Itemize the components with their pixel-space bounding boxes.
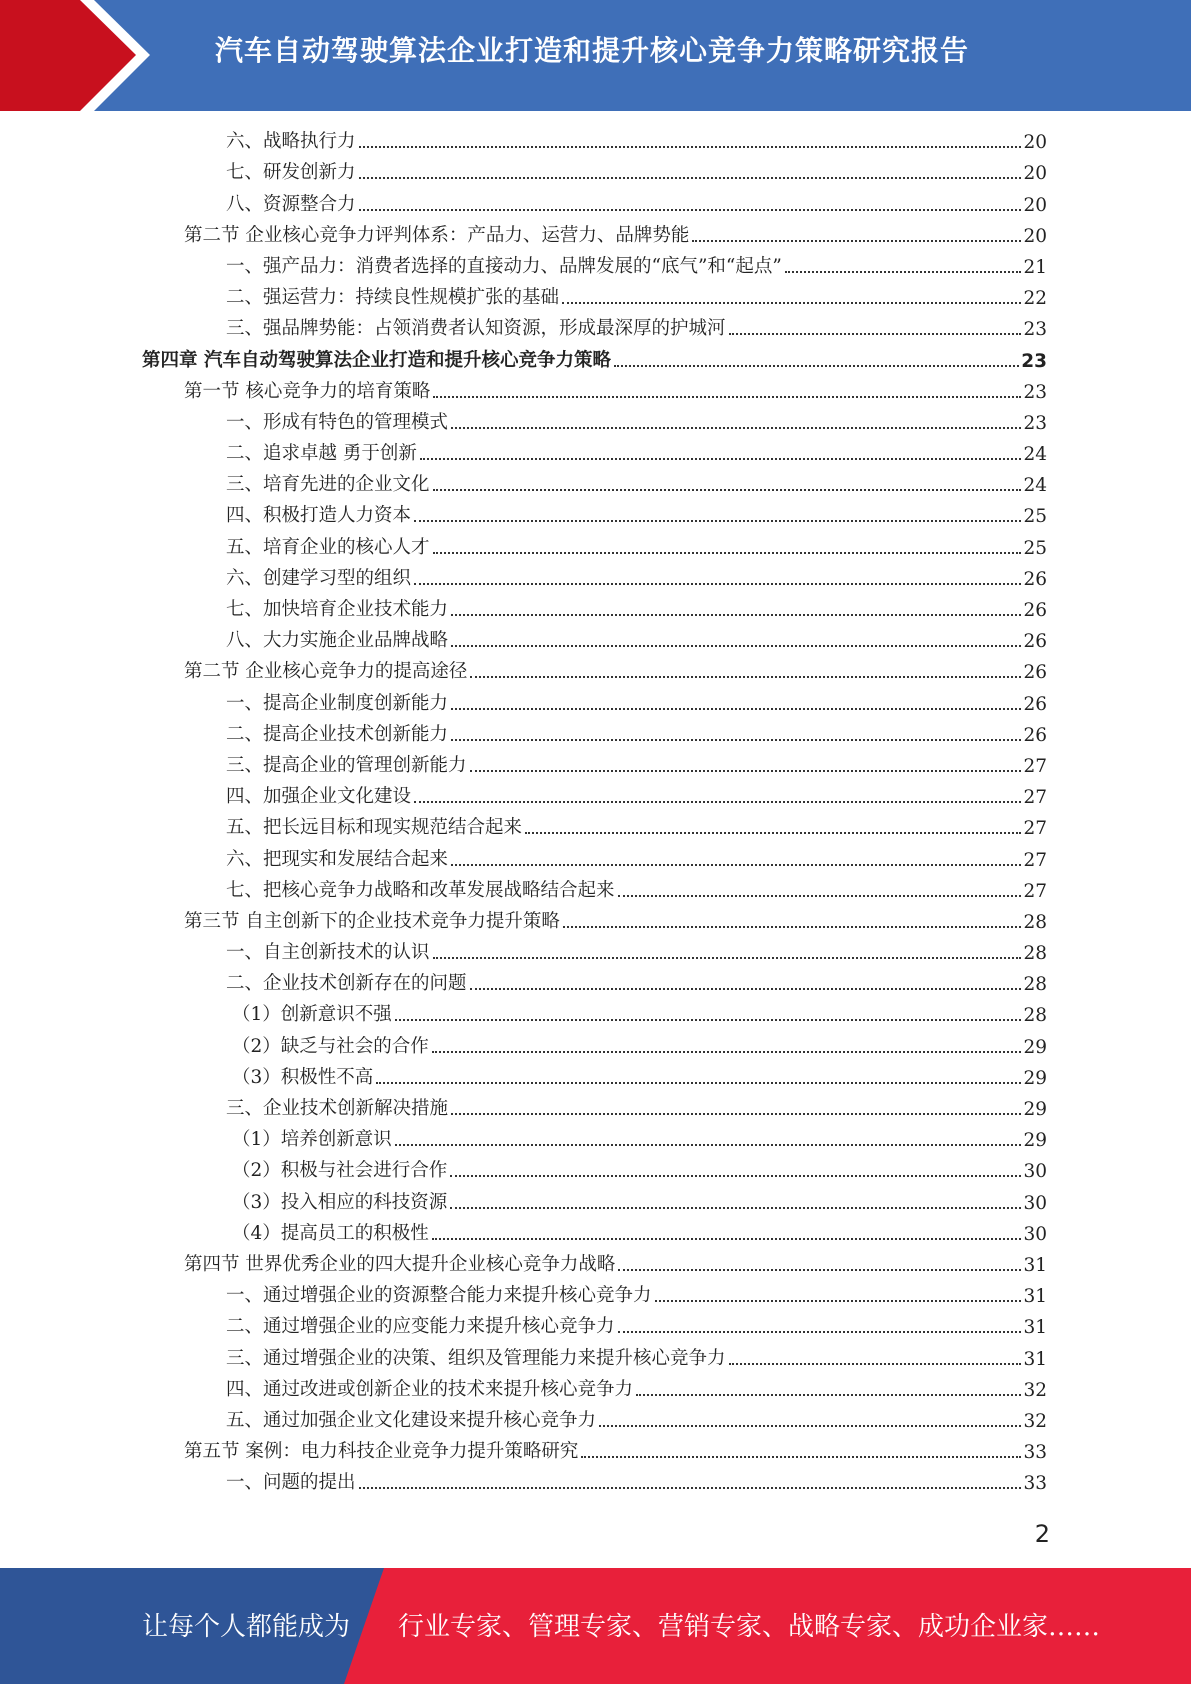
toc-dot-leader [450,1175,1021,1177]
toc-entry-page: 31 [1023,1348,1047,1370]
toc-dot-leader [525,832,1021,834]
toc-dot-leader [785,271,1022,273]
footer-slogan-left: 让每个人都能成为 [142,1612,351,1642]
toc-dot-leader [692,240,1021,242]
toc-dot-leader [470,988,1022,990]
toc-entry-label: 六、把现实和发展结合起来 [226,848,449,870]
toc-dot-leader [414,801,1021,803]
toc-entry-label: 第四节 世界优秀企业的四大提升企业核心竞争力战略 [184,1253,616,1275]
toc-entry-item[interactable] [0,438,1191,469]
toc-dot-leader [433,957,1022,959]
toc-entry-sub[interactable] [0,1218,1191,1249]
toc-entry-item[interactable] [0,1467,1191,1498]
toc-entry-label: 一、通过增强企业的资源整合能力来提升核心竞争力 [226,1285,652,1307]
toc-entry-label: 二、提高企业技术创新能力 [226,723,449,745]
toc-dot-leader [433,489,1022,491]
toc-dot-leader [395,1019,1022,1021]
toc-entry-item[interactable] [0,469,1191,500]
toc-entry-page: 29 [1023,1036,1047,1058]
toc-entry-label: 第三节 自主创新下的企业技术竞争力提升策略 [184,910,560,932]
toc-entry-page: 25 [1023,537,1047,559]
toc-entry-label: 二、通过增强企业的应变能力来提升核心竞争力 [226,1316,615,1338]
toc-dot-leader [470,676,1021,678]
toc-entry-page: 33 [1023,1442,1047,1464]
toc-entry-label: 三、通过增强企业的决策、组织及管理能力来提升核心竞争力 [226,1347,726,1369]
toc-entry-sub[interactable] [0,999,1191,1030]
toc-entry-label: 一、自主创新技术的认识 [226,942,430,964]
toc-dot-leader [563,926,1022,928]
toc-entry-page: 30 [1023,1161,1047,1183]
toc-entry-sub[interactable] [0,1030,1191,1061]
toc-entry-section[interactable] [0,1249,1191,1280]
toc-dot-leader [451,739,1021,741]
toc-entry-item[interactable] [0,1280,1191,1311]
toc-dot-leader [636,1394,1021,1396]
toc-entry-page: 23 [1023,412,1047,434]
toc-entry-label: 第二节 企业核心竞争力的提高途径 [184,661,468,683]
toc-entry-section[interactable] [0,220,1191,251]
toc-dot-leader [395,1144,1022,1146]
toc-entry-item[interactable] [0,1311,1191,1342]
toc-entry-label: 一、强产品力：消费者选择的直接动力、品牌发展的“底气”和“起点” [226,255,782,277]
toc-dot-leader [432,1238,1022,1240]
toc-entry-sub[interactable] [0,1186,1191,1217]
toc-dot-leader [359,1487,1022,1489]
toc-dot-leader [451,645,1021,647]
toc-entry-page: 24 [1023,444,1047,466]
report-title: 汽车自动驾驶算法企业打造和提升核心竞争力策略研究报告 [215,34,970,67]
toc-entry-page: 20 [1023,225,1047,247]
toc-entry-label: 四、通过改进或创新企业的技术来提升核心竞争力 [226,1378,634,1400]
footer-slogan-right: 行业专家、管理专家、营销专家、战略专家、成功企业家…… [398,1612,1101,1642]
toc-entry-page: 26 [1023,600,1047,621]
toc-entry-page: 28 [1023,943,1047,965]
toc-dot-leader [581,1456,1021,1458]
toc-entry-item[interactable] [0,719,1191,750]
toc-entry-label: 八、资源整合力 [226,193,356,215]
toc-entry-page: 26 [1023,693,1047,715]
toc-dot-leader [414,583,1021,585]
toc-entry-page: 20 [1023,132,1047,154]
toc-entry-label: 第一节 核心竞争力的培育策略 [184,380,431,402]
toc-entry-page: 20 [1023,194,1047,216]
toc-dot-leader [414,520,1021,522]
toc-entry-label: 第四章 汽车自动驾驶算法企业打造和提升核心竞争力策略 [142,349,611,371]
toc-entry-page: 23 [1021,350,1047,372]
toc-entry-item[interactable] [0,843,1191,874]
toc-entry-section[interactable] [0,1436,1191,1467]
toc-entry-page: 27 [1023,849,1047,871]
toc-entry-page: 33 [1023,1473,1047,1495]
toc-entry-sub[interactable] [0,1155,1191,1186]
toc-entry-item[interactable] [0,126,1191,157]
toc-entry-item[interactable] [0,157,1191,188]
toc-entry-page: 23 [1023,319,1047,341]
toc-entry-page: 29 [1023,1099,1047,1120]
toc-dot-leader [655,1300,1022,1302]
toc-entry-item[interactable] [0,407,1191,438]
toc-entry-item[interactable] [0,282,1191,313]
toc-entry-item[interactable] [0,1093,1191,1124]
toc-entry-section[interactable] [0,656,1191,687]
toc-dot-leader [359,146,1022,148]
toc-entry-page: 29 [1023,1130,1047,1152]
toc-entry-label: 八、大力实施企业品牌战略 [226,630,449,652]
toc-entry-label: 五、把长远目标和现实规范结合起来 [226,817,523,839]
toc-entry-page: 30 [1023,1223,1047,1245]
toc-entry-item[interactable] [0,563,1191,594]
toc-entry-label: （1）创新意识不强 [232,1004,392,1026]
toc-entry-section[interactable] [0,906,1191,937]
toc-entry-page: 27 [1023,818,1047,840]
toc-entry-label: 第五节 案例：电力科技企业竞争力提升策略研究 [184,1441,579,1463]
toc-entry-label: 五、通过加强企业文化建设来提升核心竞争力 [226,1409,597,1431]
toc-entry-label: 七、研发创新力 [226,162,356,184]
toc-entry-label: 七、把核心竞争力战略和改革发展战略结合起来 [226,879,615,901]
toc-entry-page: 29 [1023,1067,1047,1089]
toc-entry-page: 27 [1023,755,1047,777]
toc-entry-page: 28 [1023,911,1047,933]
toc-entry-label: 一、问题的提出 [226,1472,356,1494]
toc-entry-label: 一、形成有特色的管理模式 [226,411,449,433]
toc-entry-page: 26 [1023,568,1047,590]
toc-entry-page: 32 [1023,1410,1047,1432]
toc-entry-item[interactable] [0,937,1191,968]
toc-entry-label: （1）培养创新意识 [232,1129,392,1151]
toc-entry-item[interactable] [0,1374,1191,1405]
toc-dot-leader [614,365,1019,367]
toc-entry-item[interactable] [0,625,1191,656]
toc-entry-item[interactable] [0,875,1191,906]
toc-entry-page: 30 [1023,1192,1047,1214]
toc-dot-leader [618,1331,1022,1333]
toc-dot-leader [451,864,1021,866]
toc-dot-leader [359,209,1022,211]
toc-entry-label: 四、加强企业文化建设 [226,786,412,808]
toc-entry-page: 20 [1023,163,1047,185]
toc-entry-page: 28 [1023,974,1047,996]
toc-entry-page: 23 [1023,381,1047,403]
toc-entry-item[interactable] [0,781,1191,812]
toc-dot-leader [433,396,1021,398]
toc-entry-label: 六、创建学习型的组织 [226,567,412,589]
toc-dot-leader [451,614,1021,616]
toc-entry-page: 31 [1023,1317,1047,1339]
toc-dot-leader [729,1363,1022,1365]
toc-entry-label: 二、强运营力：持续良性规模扩张的基础 [226,287,560,309]
toc-entry-page: 26 [1023,631,1047,653]
toc-dot-leader [470,770,1022,772]
toc-entry-item[interactable] [0,687,1191,718]
toc-entry-label: 七、加快培育企业技术能力 [226,599,449,620]
toc-entry-label: （4）提高员工的积极性 [232,1222,429,1244]
toc-dot-leader [729,333,1022,335]
toc-entry-sub[interactable] [0,1124,1191,1155]
toc-entry-page: 26 [1023,724,1047,746]
toc-entry-item[interactable] [0,251,1191,282]
toc-entry-label: 三、强品牌势能：占领消费者认知资源，形成最深厚的护城河 [226,318,726,340]
toc-entry-chapter[interactable] [0,344,1191,375]
toc-entry-label: 一、提高企业制度创新能力 [226,692,449,714]
toc-dot-leader [618,895,1022,897]
toc-dot-leader [432,1051,1022,1053]
toc-entry-label: 四、积极打造人力资本 [226,505,412,527]
toc-entry-item[interactable] [0,968,1191,999]
toc-entry-item[interactable] [0,500,1191,531]
toc-entry-page: 25 [1023,506,1047,528]
toc-dot-leader [618,1269,1021,1271]
toc-entry-page: 31 [1023,1254,1047,1276]
toc-dot-leader [451,1113,1021,1115]
toc-dot-leader [420,458,1022,460]
toc-dot-leader [451,708,1021,710]
toc-entry-label: 三、提高企业的管理创新能力 [226,754,467,776]
toc-entry-section[interactable] [0,376,1191,407]
toc-entry-label: （2）缺乏与社会的合作 [232,1035,429,1057]
toc-dot-leader [450,1207,1021,1209]
toc-entry-label: 三、企业技术创新解决措施 [226,1098,449,1119]
toc-entry-label: 六、战略执行力 [226,131,356,153]
page-header [0,0,1191,111]
toc-entry-label: 三、培育先进的企业文化 [226,474,430,496]
page-number: 2 [1034,1520,1050,1548]
toc-dot-leader [562,302,1021,304]
toc-entry-item[interactable] [0,531,1191,562]
toc-entry-label: 五、培育企业的核心人才 [226,536,430,558]
toc-entry-item[interactable] [0,1405,1191,1436]
toc-entry-label: （3）投入相应的科技资源 [232,1191,448,1213]
toc-dot-leader [359,177,1022,179]
toc-dot-leader [433,552,1022,554]
toc-entry-page: 32 [1023,1379,1047,1401]
toc-entry-page: 26 [1023,662,1047,684]
toc-entry-label: 二、追求卓越 勇于创新 [226,443,417,465]
table-of-contents [0,126,1191,1498]
toc-entry-label: （3）积极性不高 [232,1066,374,1088]
toc-entry-label: 二、企业技术创新存在的问题 [226,973,467,995]
toc-entry-item[interactable] [0,313,1191,344]
toc-entry-item[interactable] [0,750,1191,781]
toc-entry-page: 27 [1023,787,1047,809]
toc-entry-page: 22 [1023,288,1047,310]
toc-entry-item[interactable] [0,812,1191,843]
page-footer [0,1568,1191,1684]
toc-entry-label: 第二节 企业核心竞争力评判体系：产品力、运营力、品牌势能 [184,224,690,246]
toc-entry-page: 27 [1023,880,1047,902]
toc-entry-label: （2）积极与社会进行合作 [232,1160,448,1182]
toc-dot-leader [376,1082,1021,1084]
toc-entry-page: 28 [1023,1005,1047,1027]
toc-entry-page: 21 [1023,256,1047,278]
toc-entry-page: 31 [1023,1286,1047,1308]
toc-entry-sub[interactable] [0,1062,1191,1093]
toc-entry-item[interactable] [0,188,1191,219]
toc-dot-leader [599,1425,1021,1427]
toc-entry-page: 24 [1023,475,1047,497]
toc-entry-item[interactable] [0,1342,1191,1373]
toc-entry-item[interactable] [0,594,1191,625]
toc-dot-leader [451,427,1021,429]
